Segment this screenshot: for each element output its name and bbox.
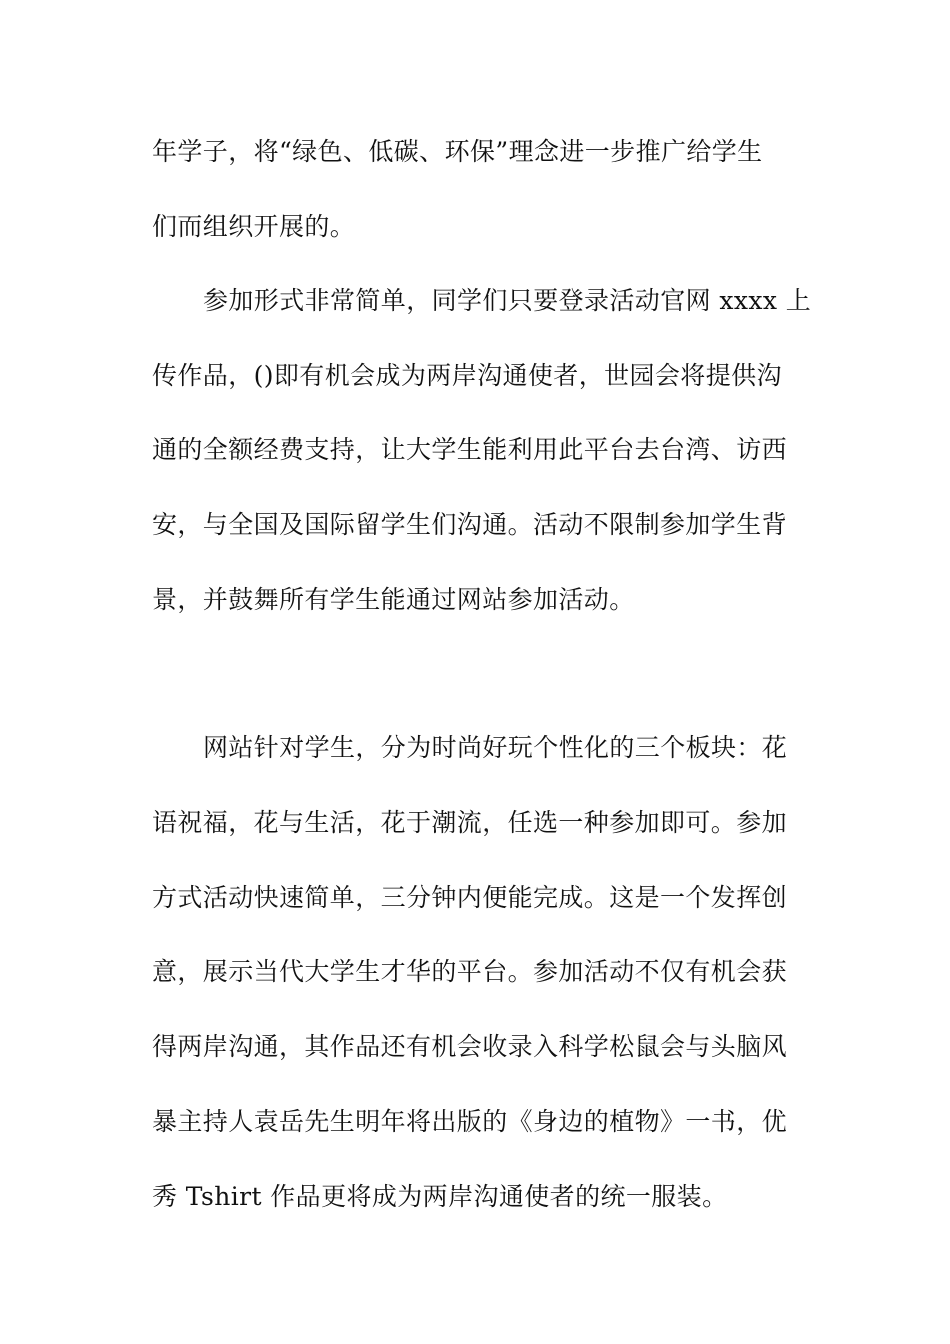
paragraph-2-line-1: 参加形式非常简单，同学们只要登录活动官网 xxxx 上 <box>203 286 812 315</box>
paragraph-3-line-7: 秀 Tshirt 作品更将成为两岸沟通使者的统一服装。 <box>152 1182 728 1211</box>
paragraph-1-line-1: 年学子，将“绿色、低碳、环保”理念进一步推广给学生 <box>152 137 763 166</box>
paragraph-2-line-5: 景，并鼓舞所有学生能通过网站参加活动。 <box>152 585 635 614</box>
paragraph-3-line-2: 语祝福，花与生活，花于潮流，任选一种参加即可。参加 <box>152 808 788 837</box>
paragraph-3-line-1: 网站针对学生，分为时尚好玩个性化的三个板块：花 <box>203 733 788 762</box>
paragraph-3-line-6: 暴主持人袁岳先生明年将出版的《身边的植物》一书，优 <box>152 1107 788 1136</box>
paragraph-1-line-2: 们而组织开展的。 <box>152 212 356 241</box>
paragraph-2-line-3: 通的全额经费支持，让大学生能利用此平台去台湾、访西 <box>152 435 788 464</box>
paragraph-3-line-5: 得两岸沟通，其作品还有机会收录入科学松鼠会与头脑风 <box>152 1032 788 1061</box>
paragraph-3-line-3: 方式活动快速简单，三分钟内便能完成。这是一个发挥创 <box>152 883 788 912</box>
paragraph-2-line-4: 安，与全国及国际留学生们沟通。活动不限制参加学生背 <box>152 510 788 539</box>
paragraph-2-line-2: 传作品，()即有机会成为两岸沟通使者，世园会将提供沟 <box>152 361 782 390</box>
paragraph-3-line-4: 意，展示当代大学生才华的平台。参加活动不仅有机会获 <box>152 957 788 986</box>
